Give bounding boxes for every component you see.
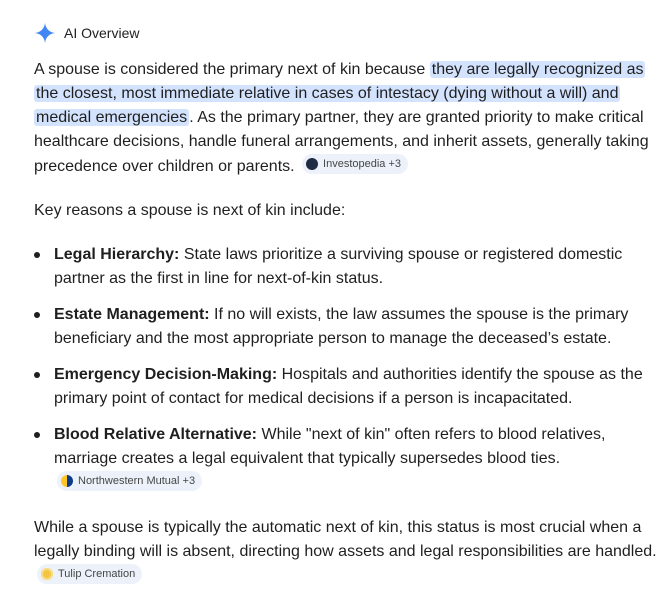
source-chip-label: Northwestern Mutual +3 [78, 475, 196, 487]
ai-overview-body [34, 58, 660, 609]
list-item [34, 363, 660, 411]
bullet-icon [34, 312, 40, 318]
ai-overview-title: AI Overview [64, 25, 140, 41]
reason-title: Legal Hierarchy: [54, 246, 180, 263]
northwestern-mutual-favicon-icon [61, 475, 73, 487]
list-item [34, 243, 660, 291]
list-item [34, 303, 660, 351]
reason-text: While "next of kin" often refers to blood relatives, marriage creates a legal equivalent that typically supersedes blood ties. [54, 426, 606, 467]
reasons-list [34, 243, 660, 496]
reason-title: Blood Relative Alternative: [54, 426, 258, 443]
tulip-cremation-favicon-icon [41, 568, 53, 580]
reason-title: Emergency Decision-Making: [54, 366, 278, 383]
source-chip-label: Investopedia +3 [323, 158, 402, 170]
intro-text-after: . As the primary partner, they are granted priority to make critical healthcare decisions, handle funeral arrangements, and inherit assets, generally taking precedence over children or parents. [34, 109, 649, 175]
source-chip-northwestern-mutual[interactable] [57, 471, 202, 491]
reason-text: Hospitals and authorities identify the spouse as the primary point of contact for medical decisions if a person is incapacitated. [54, 366, 643, 407]
conclusion-paragraph [34, 516, 660, 589]
intro-text: A spouse is considered the primary next of kin because [34, 61, 430, 78]
reason-text: State laws prioritize a surviving spouse or registered domestic partner as the first in line for next-of-kin status. [54, 246, 623, 287]
bullet-icon [34, 432, 40, 438]
intro-highlight[interactable]: they are legally recognized as the closest, most immediate relative in cases of intestacy (dying without a will) and medical emergencies [36, 61, 644, 126]
source-chip-label: Tulip Cremation [58, 568, 136, 580]
reason-title: Estate Management: [54, 306, 210, 323]
investopedia-favicon-icon [306, 158, 318, 170]
conclusion-text: While a spouse is typically the automatic next of kin, this status is most crucial when a legally binding will is absent, directing how assets and legal responsibilities are handled. [34, 519, 657, 560]
source-chip-investopedia[interactable] [302, 154, 408, 174]
ai-overview-header [34, 21, 139, 45]
bullet-icon [34, 252, 40, 258]
key-reasons-heading: Key reasons a spouse is next of kin include: [34, 202, 346, 219]
list-item [34, 423, 660, 496]
reason-text: If no will exists, the law assumes the spouse is the primary beneficiary and the most appropriate person to manage the deceased’s estate. [54, 306, 629, 347]
intro-paragraph [34, 58, 660, 179]
source-chip-tulip-cremation[interactable] [37, 564, 142, 584]
bullet-icon [34, 372, 40, 378]
sparkle-icon [34, 22, 56, 44]
